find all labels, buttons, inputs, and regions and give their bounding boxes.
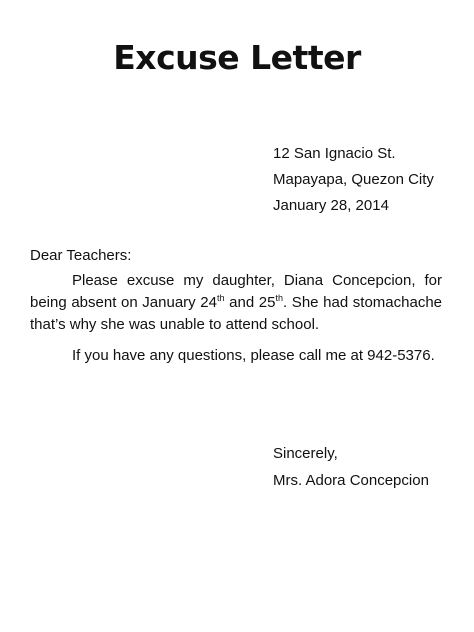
complimentary-close: Sincerely, (273, 445, 338, 462)
letter-date: January 28, 2014 (273, 197, 389, 214)
sender-address-block (273, 141, 434, 219)
address-city: Mapayapa, Quezon City (273, 171, 434, 188)
letter-title: Excuse Letter (113, 38, 361, 77)
body-paragraph-1 (30, 270, 442, 336)
paragraph-1-text-c: . She had stomachache that’s why she was unable to attend school. (30, 294, 443, 333)
signature-name: Mrs. Adora Concepcion (273, 472, 429, 489)
body-paragraph-2: If you have any questions, please call me at 942-5376. (72, 347, 435, 364)
address-street: 12 San Ignacio St. (273, 145, 396, 162)
letter-body (30, 270, 442, 376)
ordinal-suffix-1: th (217, 293, 225, 303)
closing-block (273, 440, 429, 494)
paragraph-1-text-b: and 25 (224, 294, 276, 311)
salutation: Dear Teachers: (30, 247, 132, 264)
paragraph-1-text-a: Please excuse my daughter, Diana Concepcion, for being absent on January 24 (30, 272, 442, 311)
ordinal-suffix-2: th (275, 293, 284, 303)
